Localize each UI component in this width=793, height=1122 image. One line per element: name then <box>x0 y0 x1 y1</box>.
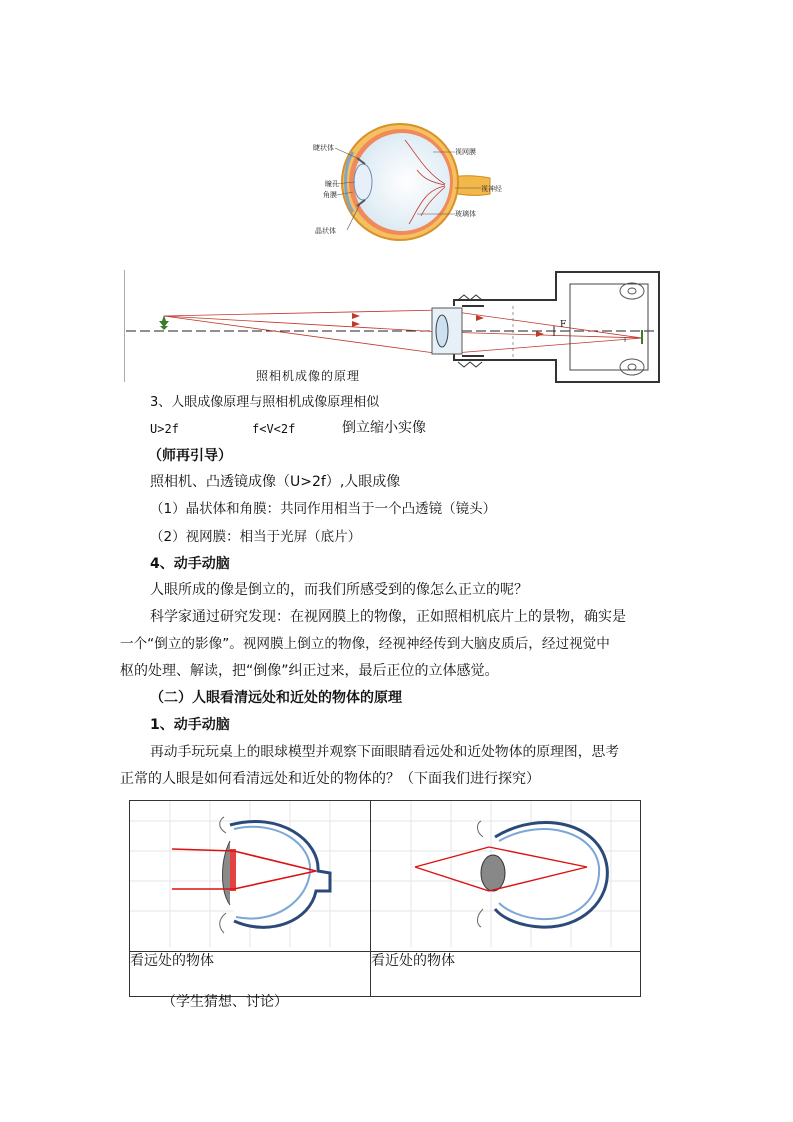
label-cornea: 角膜 <box>323 191 337 199</box>
near-figure-cell <box>371 801 641 952</box>
eye-anatomy-figure <box>305 112 520 244</box>
near-caption: 看近处的物体 <box>371 953 455 969</box>
para-inverted-question: 人眼所成的像是倒立的，而我们所感受到的像怎么正立的呢？ <box>150 582 528 598</box>
near-caption-cell <box>371 952 641 997</box>
focal-label: F <box>560 320 567 330</box>
far-figure-cell <box>130 801 371 952</box>
para-camera-lens: 照相机、凸透镜成像（U>2f）,人眼成像 <box>150 474 401 490</box>
item-retina: （2）视网膜：相当于光屏（底片） <box>150 529 362 545</box>
far-caption-cell <box>130 952 371 997</box>
near-vision-figure <box>371 801 640 947</box>
condition-u: U>2f <box>150 422 179 436</box>
para-scientist-2: 一个“倒立的影像”。视网膜上倒立的物像，经视神经传到大脑皮质后，经过视觉中 <box>120 636 610 652</box>
heading-teacher-guide: （师再引导） <box>148 448 232 464</box>
para-scientist-1: 科学家通过研究发现：在视网膜上的物像，正如照相机底片上的景物，确实是 <box>150 609 626 625</box>
para-scientist-3: 枢的处理、解读，把“倒像”纠正过来，最后正位的立体感觉。 <box>120 663 499 679</box>
label-pupil: 瞳孔 <box>325 180 339 188</box>
camera-imaging-figure <box>124 270 664 385</box>
student-discussion-note: （学生猜想、讨论） <box>162 994 288 1010</box>
item-lens-cornea: （1）晶状体和角膜：共同作用相当于一个凸透镜（镜头） <box>150 501 497 517</box>
camera-figure-title: 照相机成像的原理 <box>256 369 361 383</box>
label-ciliary-body: 睫状体 <box>313 144 334 152</box>
para-principle-similar: 3、人眼成像原理与照相机成像原理相似 <box>150 395 380 410</box>
label-lens: 晶状体 <box>315 227 336 235</box>
label-optic-nerve: 视神经 <box>481 185 502 193</box>
para-model-1: 再动手玩玩桌上的眼球模型并观察下面眼睛看远处和近处物体的原理图，思考 <box>150 744 620 760</box>
far-caption: 看远处的物体 <box>130 953 214 969</box>
image-property: 倒立缩小实像 <box>342 420 426 436</box>
condition-v: f<V<2f <box>252 422 296 436</box>
far-vision-figure <box>130 801 370 947</box>
svg-text:I: I <box>624 336 627 344</box>
heading-hands-on-1: 1、动手动脑 <box>150 717 230 733</box>
label-retina: 视网膜 <box>455 148 476 156</box>
section-heading-2: （二）人眼看清远处和近处的物体的原理 <box>150 690 402 706</box>
para-model-2: 正常的人眼是如何看清远处和近处的物体的？（下面我们进行探究） <box>120 771 540 787</box>
label-vitreous: 玻璃体 <box>455 210 476 218</box>
heading-hands-on-4: 4、动手动脑 <box>150 556 230 572</box>
eye-focus-table <box>129 800 641 997</box>
